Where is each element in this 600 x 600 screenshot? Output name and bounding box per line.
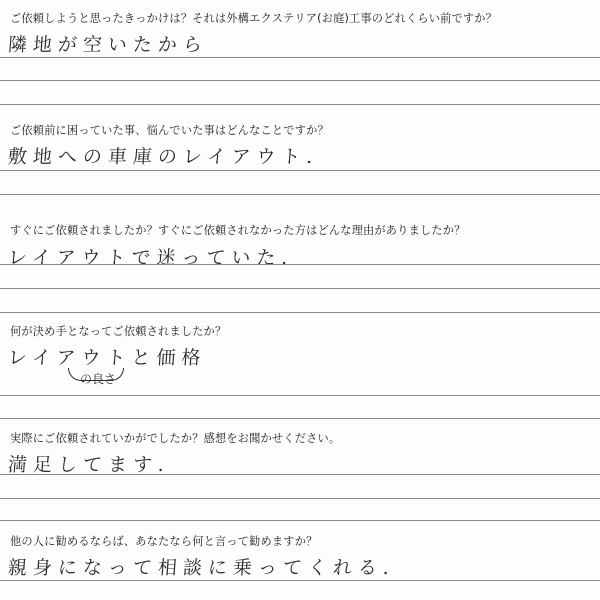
answer-line xyxy=(0,520,600,521)
question-6: 他の人に勧めるならば、あなたなら何と言って勧めますか？ xyxy=(10,535,318,548)
answer-line xyxy=(0,498,600,499)
question-5: 実際にご依頼されていかがでしたか？感想をお聞かせください。 xyxy=(10,432,341,445)
answer-3: レイアウトで迷っていた. xyxy=(7,247,295,269)
answer-6: 親身になって相談に乗ってくれる. xyxy=(7,557,396,579)
answer-line xyxy=(0,57,600,58)
answer-1: 隣地が空いたから xyxy=(7,34,209,56)
question-3: すぐにご依頼されましたか？すぐにご依頼されなかった方はどんな理由がありましたか？ xyxy=(10,224,466,237)
answer-2: 敷地への車庫のレイアウト. xyxy=(7,146,320,168)
answer-line xyxy=(0,395,600,396)
answer-line xyxy=(0,418,600,419)
answer-line xyxy=(0,194,600,195)
question-4: 何が決め手となってご依頼されましたか？ xyxy=(10,325,227,338)
answer-line xyxy=(0,80,600,81)
answer-line xyxy=(0,312,600,313)
answer-4: レイアウトと価格 xyxy=(7,347,208,369)
answer-4-insert: の良さ xyxy=(80,372,117,386)
answer-line xyxy=(0,264,600,265)
answer-line xyxy=(0,170,600,171)
answer-line xyxy=(0,474,600,475)
answer-line xyxy=(0,580,600,581)
question-2: ご依頼前に困っていた事、悩んでいた事はどんなことですか？ xyxy=(10,124,329,137)
answer-5: 満足してます. xyxy=(7,454,171,476)
question-1: ご依頼しようと思ったきっかけは？それは外構エクステリア(お庭)工事のどれくらい前ですか？ xyxy=(10,12,498,25)
answer-line xyxy=(0,288,600,289)
answer-line xyxy=(0,104,600,105)
